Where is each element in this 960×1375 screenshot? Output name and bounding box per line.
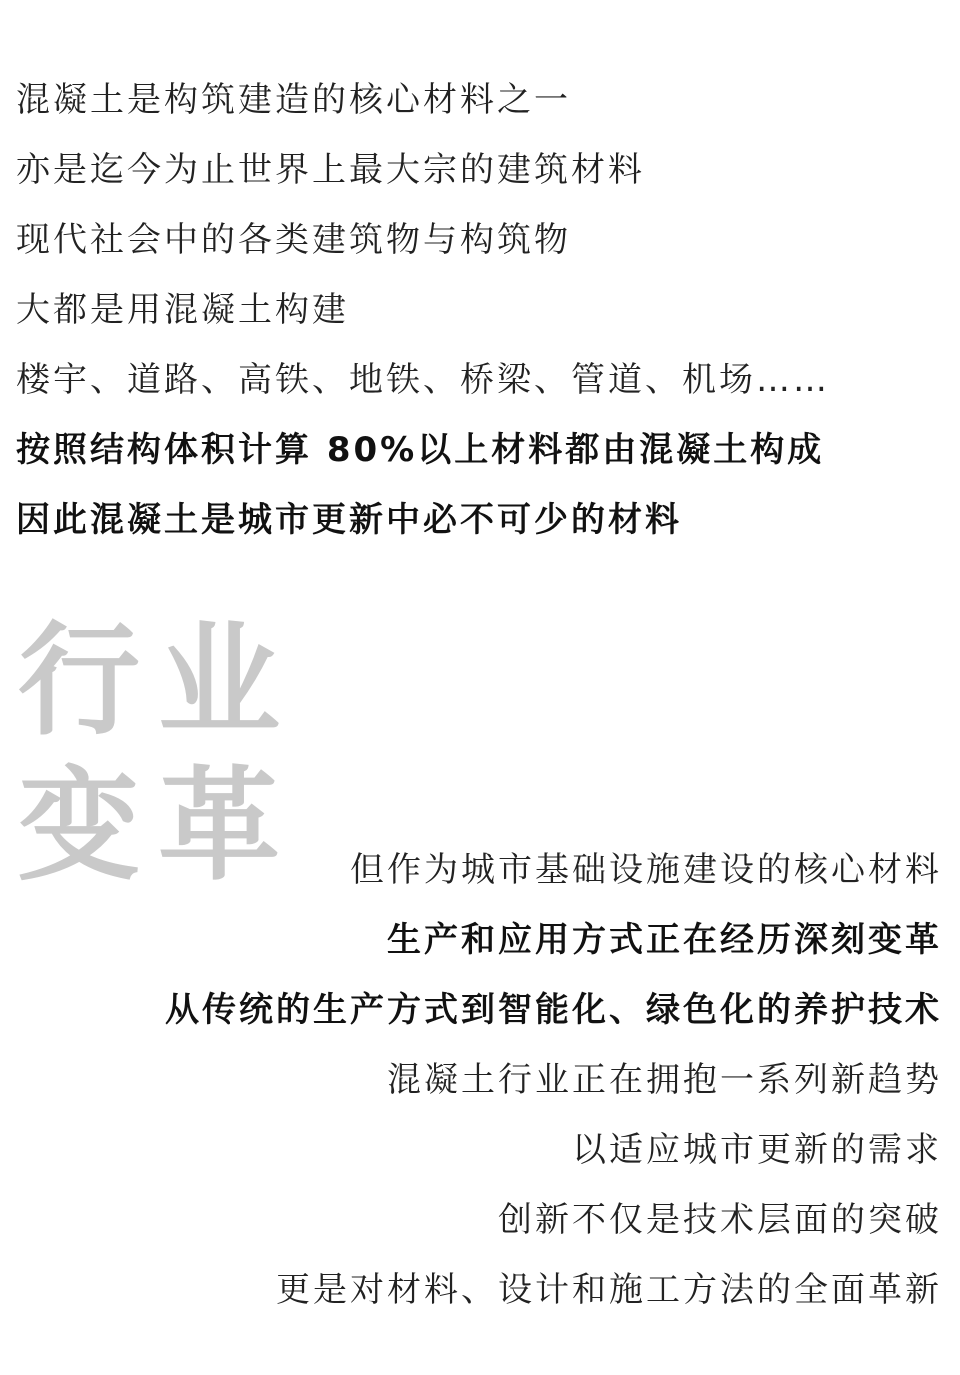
intro-line-6: 按照结构体积计算 80%以上材料都由混凝土构成 [16, 430, 825, 470]
intro-line-1: 混凝土是构筑建造的核心材料之一 [16, 80, 571, 120]
heading-line-1: 行业 [18, 608, 298, 752]
outro-line-3: 从传统的生产方式到智能化、绿色化的养护技术 [165, 990, 942, 1030]
outro-line-6: 创新不仅是技术层面的突破 [498, 1200, 942, 1240]
outro-line-5: 以适应城市更新的需求 [572, 1130, 942, 1170]
intro-line-4: 大都是用混凝土构建 [16, 290, 349, 330]
outro-line-4: 混凝土行业正在拥抱一系列新趋势 [387, 1060, 942, 1100]
intro-line-7: 因此混凝土是城市更新中必不可少的材料 [16, 500, 682, 540]
intro-line-2: 亦是迄今为止世界上最大宗的建筑材料 [16, 150, 645, 190]
heading-line-2: 变革 [18, 753, 298, 897]
intro-line-5: 楼宇、道路、高铁、地铁、桥梁、管道、机场…… [16, 360, 830, 400]
outro-line-1: 但作为城市基础设施建设的核心材料 [350, 850, 942, 890]
outro-line-7: 更是对材料、设计和施工方法的全面革新 [276, 1270, 942, 1310]
intro-line-3: 现代社会中的各类建筑物与构筑物 [16, 220, 571, 260]
outro-line-2: 生产和应用方式正在经历深刻变革 [387, 920, 942, 960]
